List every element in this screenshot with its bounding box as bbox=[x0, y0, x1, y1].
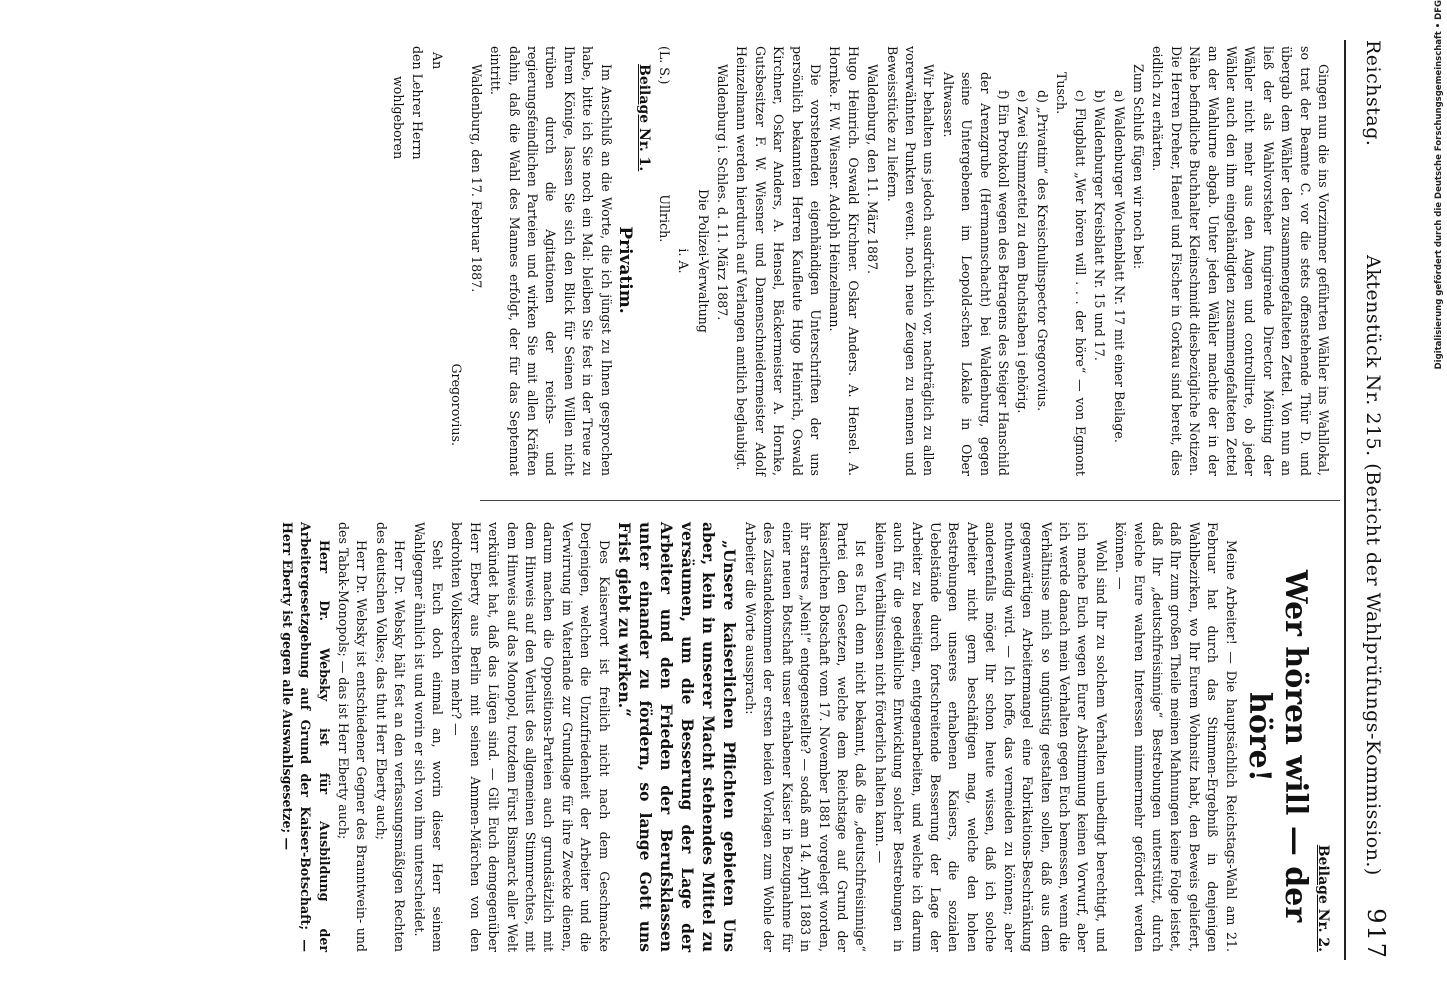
police-administration: Die Polizei-Verwaltung bbox=[695, 189, 711, 333]
certification-paragraph: Die vorstehenden eigenhändigen Unterschriften der uns persönlich bekannten Herren Kaufleute Hugo Heinrich, Oswald Kirchner, Oskar Anders, A. Hensel, Bäckermeister A. Hornke, Gutsbesitzer F. W. Wiesner und Damenschneidermeister Adolf Heinzelmann werden hierdurch auf Verlangen amtlich beglaubigt. bbox=[734, 46, 824, 476]
digitization-credit bbox=[1416, 0, 1444, 1000]
date-line: Waldenburg, den 11. März 1887. bbox=[865, 64, 881, 275]
intro-paragraph: Gingen nun die ins Vorzimmer geführten Wähler ins Wahllokal, so trat der Beamte C. vor die stets offenstehende Thür D. und übergab dem Wähler den zusammengefalteten Zettel. Von nun an ließ der als Wahlvorsteher fungirende Director Mönting der Wähler nicht mehr aus den Augen und controllirte, ob jeder Wähler auch den ihm eingehändigten zusammengefalteten Zettel an der Wahlurne abgab. Unter jeden Wähler machte der in der Nähe befindliche Buchhalter Kleinschmidt diesbezügliche Notizen. Die Herren Dreher, Haenel und Fischer in Gorkau sind bereit, dies eidlich zu erhärten. bbox=[1150, 46, 1331, 476]
reservation-paragraph: Wir behalten uns jedoch ausdrücklich vor, nachträglich zu allen vorerwähnten Punkten event. noch neue Zeugen zu nennen und Beweisstücke zu liefern. bbox=[884, 46, 937, 476]
address-an: An bbox=[429, 52, 445, 70]
paragraph: Herr Dr. Websky ist entschiedener Gegner des Branntwein- und des Tabak-Monopols; — das ist Herr Eberty auch; bbox=[335, 522, 370, 952]
list-item: c) Flugblatt „Wer hören will . . . der höre“ — von Egmont Tusch. bbox=[1054, 72, 1088, 476]
on-behalf: i. A. bbox=[676, 248, 692, 274]
signature-ullrich: Ullrich. bbox=[656, 194, 672, 243]
list-item: d) „Privatim“ des Kreischulinspector Gregorovius. bbox=[1034, 90, 1050, 412]
leaflet-title: Wer hören will — der höre! bbox=[1241, 569, 1313, 923]
header-rule bbox=[1344, 40, 1346, 960]
beilagen-intro: Zum Schluß fügen wir noch bei: bbox=[1130, 64, 1146, 270]
paragraph: Ist es Euch denn nicht bekannt, daß die „deutschfreisinnige“ Partei den Gesetzen, welche dem Reichstage auf Grund der kaiserlichen Botschaft vom 17. November 1881 vorgelegt worden, ihr starres „Nein!“ entgegenstellte? — sodaß am 14. April 1883 in einer neuen Botschaft unser erhabener Kaiser in Bezugnahme für des Zustandekommen der ersten beiden Vorlagen zum Wohle der Arbeiter die Worte aussprach: bbox=[743, 522, 869, 952]
seal-and-signature bbox=[654, 46, 672, 476]
paragraph: Herr Dr. Websky ist für Ausbildung der Arbeitergesetzgebung auf Grund der Kaiser-Botschaft; — Herr Eberty ist gegen alle Auswahlsgesetze; — bbox=[279, 522, 332, 952]
privatim-text: Im Anschluß an die Worte, die ich jüngst zu Ihnen gesprochen habe, bitte ich Sie noch ein Mal: bleiben Sie fest in der Treue zu Ihrem Könige, lassen Sie sich den Blick für Seinen Willen nicht trüben durch die Agitationen der reichs- und regierungsfeindlichen Parteien und wirken Sie mit allen Kräften dahin, daß die Wahl des Mannes erfolgt, der für das Septennat eintritt. bbox=[488, 46, 614, 476]
place-date-line: Waldenburg i. Schles. d. 11. März 1887. bbox=[715, 64, 730, 321]
paragraph: Meine Arbeiter! — Die hauptsächlich Reichstags-Wahl am 21. Februar hat durch das Stimmen-Ergebniß in denjenigen Wahlbezirken, wo Ihr Eurem Wohnsitz habt, den Beweis geliefert, daß Ihr zum großen Theile meinen Mahnungen keine Folge leistet, daß Ihr „deutschfreisinnige“ Bestrebungen unterstützt, durch welche Eure wahren Interessen nimmermehr gefördert werden können. — bbox=[1113, 522, 1239, 952]
address-honorific: wohlgeboren bbox=[391, 76, 407, 160]
signature-gregorovius: Gregorovius. bbox=[449, 363, 465, 446]
list-item: e) Zwei Stimmzettel zu dem Buchstaben i gehörig. bbox=[1015, 90, 1031, 414]
privatim-date: Waldenburg, den 17. Februar 1887. bbox=[468, 64, 484, 293]
page-number: 917 bbox=[1362, 908, 1390, 960]
signatories: Hugo Heinrich. Oswald Kirchner. Oskar Anders. A. Hensel. A. Hornke. F. W. Wiesner. Adolph Heinzelmann. bbox=[827, 46, 861, 476]
right-column bbox=[276, 522, 1332, 952]
list-item: f) Ein Protokoll wegen des Betragens des Steiger Hanschild der Arenzgrube (Hermannschacht) bei Waldenburg, gegen seine Untergebenen im Leopold-schen Lokale in Ober Altwasser. bbox=[940, 72, 1012, 476]
page-header bbox=[1352, 40, 1392, 960]
paragraph: Wohl sind Ihr zu solchem Verhalten unbedingt berechtigt, und ich mache Euch wegen Eurer Abstimmung keinen Vorwurf, aber ich werde danach mein Verhalten gegen Euch bemessen, wenn die Verhältnisse mich so ungünstig gestalten sollen, daß aus dem gegenwärtigen Arbeitermangel eine Fabrikations-Beschränkung nothwendig wird. — Ich hoffe, das vermeiden zu können; aber anderenfalls möget Ihr schon heute wissen, daß ich solche Arbeiter nicht gern beschäftigen mag, welche den hohen Bestrebungen unseres erhabenen Kaisers, die sozialen Uebelstände durch fortschreitende Besserung der Lage der Arbeiter zu beseitigen, entgegenarbeiten, und welche ich darum auch für die gedeihliche Entwicklung solcher Bestrebungen in kleinen Verhältnissen nicht förderlich halten kann. — bbox=[872, 522, 1109, 952]
list-item: a) Waldenburger Wochenblatt Nr. 17 mit einer Beilage. bbox=[1111, 90, 1127, 443]
column-divider bbox=[480, 500, 1340, 501]
seal-mark: (L. S.) bbox=[656, 46, 672, 85]
dfg-credit-text: Digitalisierung gefördert durch die Deutsche Forschungsgemeinschaft • DFG bbox=[1434, 0, 1444, 370]
header-reichstag: Reichstag. bbox=[1362, 40, 1384, 147]
address-recipient: den Lehrer Herrn bbox=[410, 46, 426, 160]
header-document-title: Aktenstück Nr. 215. (Bericht der Wahlprüfungs-Kommission.) bbox=[1362, 255, 1384, 876]
paragraph: Des Kaiserwort ist freilich nicht nach dem Geschmacke Derjenigen, welchen die Unzufriedenheit der Arbeiter und die Verwirrung im Vaterlande zur Grundlage für ihre Zwecke dienen, darum machen die Oppositions-Parteien auch grundsätzlich mit dem Hinweis auf den Verlust des allgemeinen Stimmrechtes, mit dem Hinweis auf das Monopol, trotzdem Fürst Bismarck aller Welt verkündet hat, daß das Lügen sind. — Gilt Euch demgegenüber Herr Eberty aus Berlin mit seinen Ammen-Märchen von den bedrohten Volksrechten mehr? — bbox=[449, 522, 612, 952]
paragraph: Seht Euch doch einmal an, worin dieser Herr seinem Wahlgegner ähnlich ist und worin er sich von ihm unterscheidet. bbox=[411, 522, 445, 952]
privatim-heading: Privatim. bbox=[614, 226, 635, 314]
left-column bbox=[388, 46, 1332, 476]
paragraph: Herr Dr. Websky hält fest an den verfassungsmäßigen Rechten des deutschen Volkes; das thut Herr Eberty auch; bbox=[373, 522, 408, 952]
list-item: b) Waldenburger Kreisblatt Nr. 15 und 17. bbox=[1092, 90, 1108, 361]
beilage-1-heading: Beilage Nr. 1. bbox=[636, 64, 653, 172]
kaiser-quote: „Unsere kaiserlichen Pflichten gebieten Uns aber, kein in unserer Macht stehendes Mittel zu versäumen, um die Besserung der Lage der Arbeiter und den Frieden der Berufsklassen unter einander zu fördern, so lange Gott uns Frist giebt zu wirken.“ bbox=[614, 522, 739, 952]
beilage-2-heading: Beilage Nr. 2. bbox=[1315, 844, 1331, 952]
